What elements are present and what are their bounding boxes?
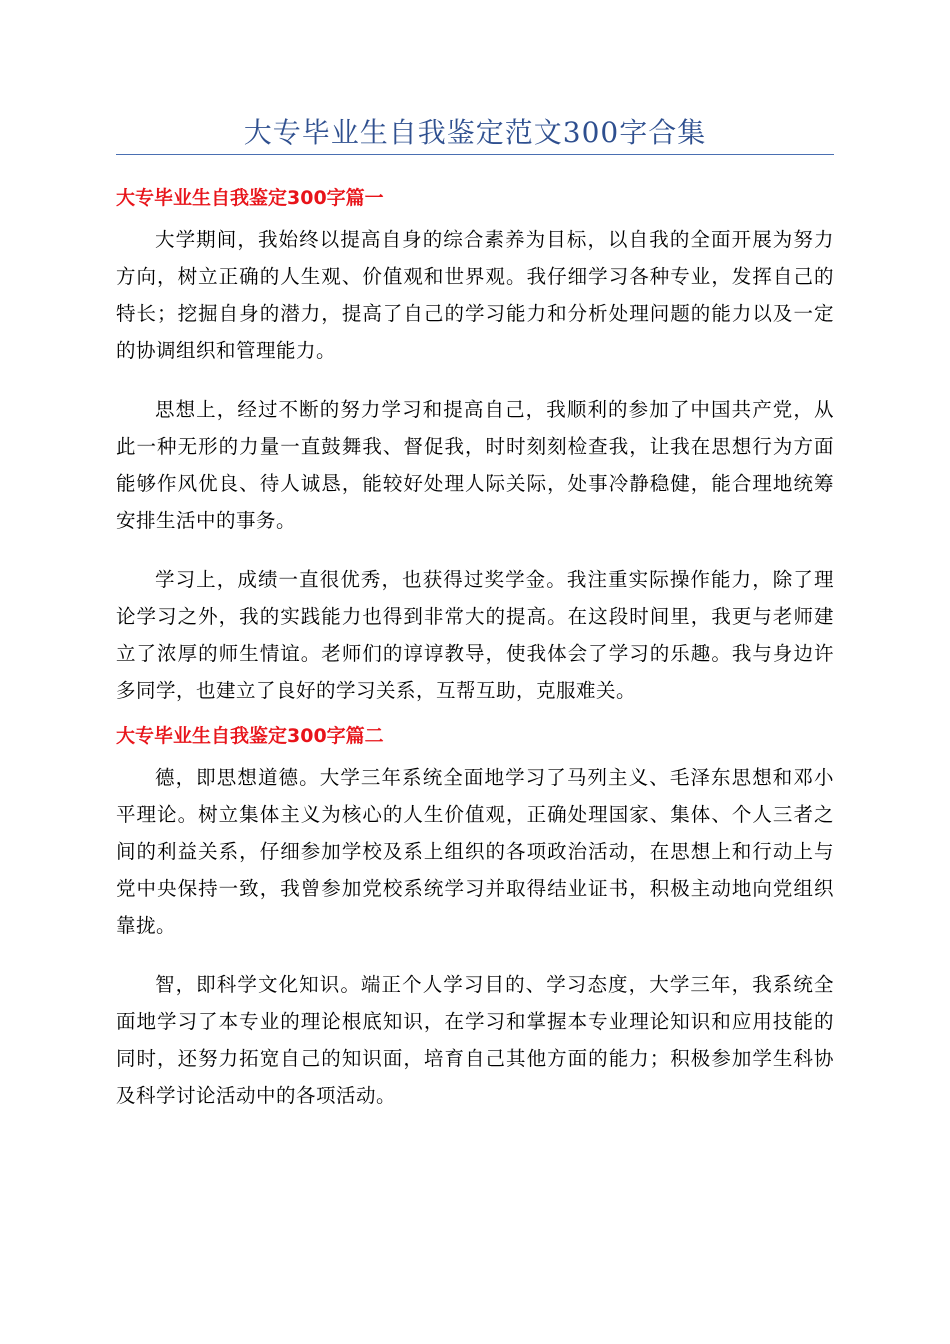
title-underline [116, 154, 834, 155]
section-heading-2: 大专毕业生自我鉴定300字篇二 [116, 725, 384, 747]
section-1-paragraph-3: 学习上，成绩一直很优秀，也获得过奖学金。我注重实际操作能力，除了理论学习之外，我的实践能力也得到非常大的提高。在这段时间里，我更与老师建立了浓厚的师生情谊。老师们的谆谆教导，使我体会了学习的乐趣。我与身边许多同学，也建立了良好的学习关系，互帮互助，克服难关。 [116, 568, 834, 702]
section-1-paragraph-1: 大学期间，我始终以提高自身的综合素养为目标，以自我的全面开展为努力方向，树立正确的人生观、价值观和世界观。我仔细学习各种专业，发挥自己的特长；挖掘自身的潜力，提高了自己的学习能力和分析处理问题的能力以及一定的协调组织和管理能力。 [116, 228, 834, 362]
document-page [116, 0, 834, 1114]
section-heading-1: 大专毕业生自我鉴定300字篇一 [116, 187, 384, 209]
section-2-paragraph-1: 德，即思想道德。大学三年系统全面地学习了马列主义、毛泽东思想和邓小平理论。树立集体主义为核心的人生价值观，正确处理国家、集体、个人三者之间的利益关系，仔细参加学校及系上组织的各项政治活动，在思想上和行动上与党中央保持一致，我曾参加党校系统学习并取得结业证书，积极主动地向党组织靠拢。 [116, 766, 834, 937]
section-1-paragraph-2: 思想上，经过不断的努力学习和提高自己，我顺利的参加了中国共产党，从此一种无形的力量一直鼓舞我、督促我，时时刻刻检查我，让我在思想行为方面能够作风优良、待人诚恳，能较好处理人际关际，处事冷静稳健，能合理地统筹安排生活中的事务。 [116, 398, 834, 532]
section-2-paragraph-2: 智，即科学文化知识。端正个人学习目的、学习态度，大学三年，我系统全面地学习了本专业的理论根底知识，在学习和掌握本专业理论知识和应用技能的同时，还努力拓宽自己的知识面，培育自己其他方面的能力；积极参加学生科协及科学讨论活动中的各项活动。 [116, 973, 834, 1107]
document-title: 大专毕业生自我鉴定范文300字合集 [243, 116, 707, 149]
